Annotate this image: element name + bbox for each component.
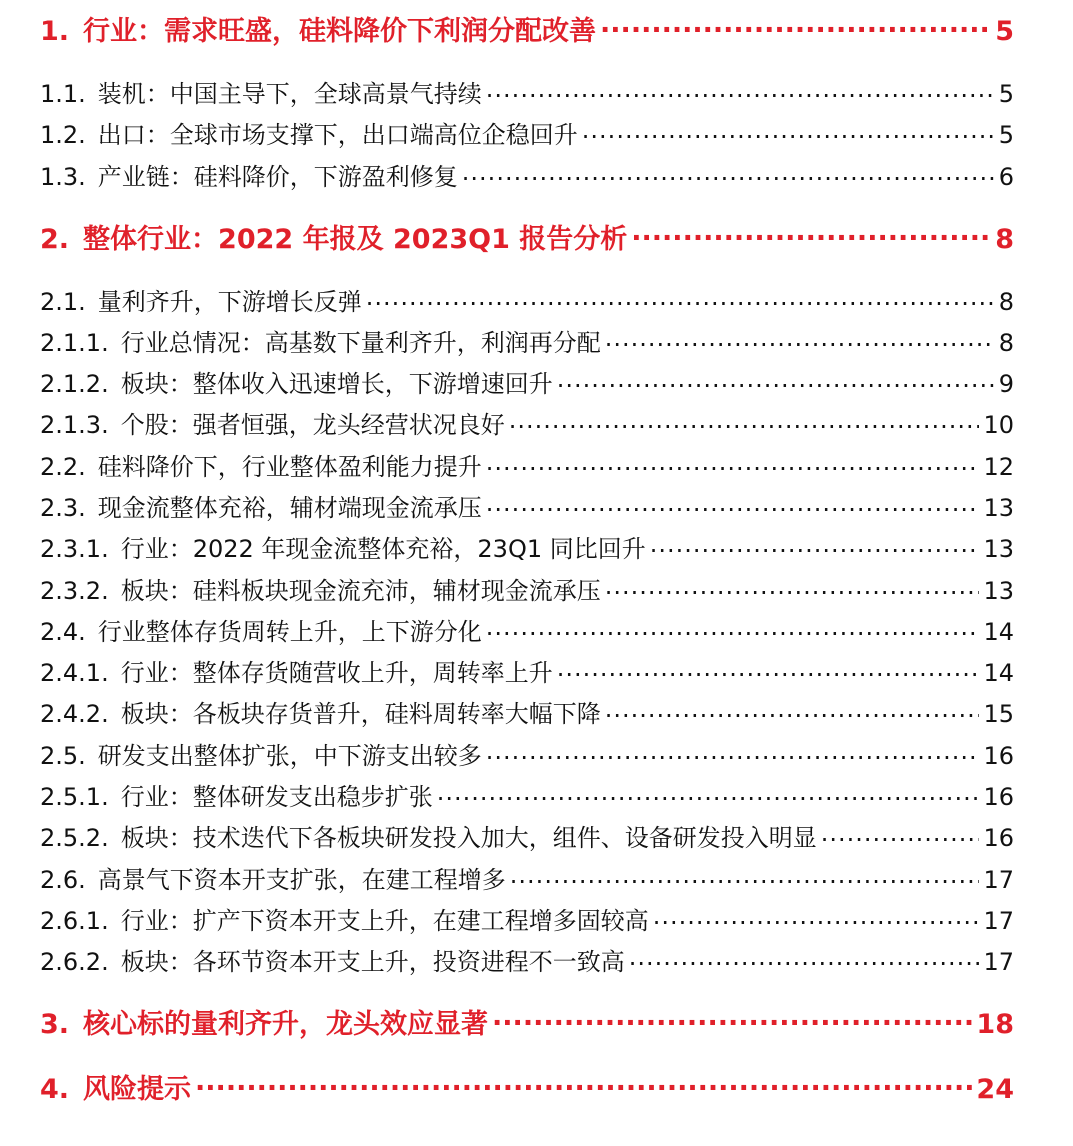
dot-leader	[492, 1006, 972, 1033]
dot-leader	[486, 78, 995, 102]
dot-leader	[650, 533, 980, 557]
toc-entry-title: 量利齐升，下游增长反弹	[97, 288, 362, 316]
toc-entry-title: 板块：硅料板块现金流充沛，辅材现金流承压	[120, 577, 601, 605]
toc-entry-title: 行业总情况：高基数下量利齐升，利润再分配	[120, 329, 601, 357]
toc-entry-page: 14	[983, 618, 1014, 646]
toc-entry-2-2[interactable]	[40, 450, 1014, 484]
toc-entry-page: 17	[983, 907, 1014, 935]
toc-entry-page: 8	[998, 288, 1014, 316]
toc-entry-2-5[interactable]	[40, 739, 1014, 773]
toc-entry-2-6-2[interactable]	[40, 945, 1014, 979]
toc-entry-2-4-2[interactable]	[40, 697, 1014, 731]
toc-entry-number: 2.	[40, 224, 70, 255]
toc-entry-2-1[interactable]	[40, 285, 1014, 319]
dot-leader	[653, 905, 980, 929]
toc-entry-number: 1.3.	[40, 163, 86, 191]
toc-entry-number: 2.6.	[40, 866, 86, 894]
toc-entry-title: 板块：技术迭代下各板块研发投入加大，组件、设备研发投入明显	[120, 824, 817, 852]
dot-leader	[486, 492, 980, 516]
toc-entry-page: 17	[983, 948, 1014, 976]
toc-entry-page: 16	[983, 824, 1014, 852]
toc-entry-title: 高景气下资本开支扩张，在建工程增多	[97, 866, 506, 894]
toc-entry-2-1-1[interactable]	[40, 326, 1014, 360]
toc-entry-title: 行业：扩产下资本开支上升，在建工程增多固较高	[120, 907, 649, 935]
toc-entry-2-5-1[interactable]	[40, 780, 1014, 814]
toc-entry-number: 2.5.2.	[40, 824, 109, 852]
toc-entry-1-1[interactable]	[40, 77, 1014, 111]
toc-entry-page: 5	[995, 16, 1014, 47]
toc-entry-2-4-1[interactable]	[40, 656, 1014, 690]
toc-entry-2-5-2[interactable]	[40, 821, 1014, 855]
toc-entry-title: 核心标的量利齐升，龙头效应显著	[83, 1009, 489, 1040]
toc-entry-number: 2.1.1.	[40, 329, 109, 357]
toc-entry-number: 2.3.	[40, 494, 86, 522]
toc-entry-title: 行业：2022 年现金流整体充裕，23Q1 同比回升	[120, 535, 646, 563]
toc-entry-title: 行业整体存货周转上升，上下游分化	[97, 618, 482, 646]
toc-entry-page: 10	[983, 411, 1014, 439]
toc-entry-title: 个股：强者恒强，龙头经营状况良好	[120, 411, 505, 439]
dot-leader	[631, 221, 991, 248]
dot-leader	[486, 616, 980, 640]
toc-entry-1-2[interactable]	[40, 118, 1014, 152]
toc-entry-page: 8	[995, 224, 1014, 255]
toc-entry-2[interactable]	[40, 220, 1014, 260]
toc-entry-number: 2.3.2.	[40, 577, 109, 605]
dot-leader	[509, 409, 980, 433]
toc-entry-1[interactable]	[40, 12, 1014, 52]
toc-entry-number: 2.5.	[40, 742, 86, 770]
toc-entry-page: 18	[976, 1009, 1014, 1040]
toc-entry-title: 板块：各板块存货普升，硅料周转率大幅下降	[120, 700, 601, 728]
toc-entry-page: 14	[983, 659, 1014, 687]
toc-entry-page: 24	[976, 1074, 1014, 1105]
dot-leader	[600, 13, 991, 40]
toc-entry-number: 2.5.1.	[40, 783, 109, 811]
toc-entry-number: 2.1.3.	[40, 411, 109, 439]
toc-entry-page: 9	[998, 370, 1014, 398]
toc-entry-number: 2.6.2.	[40, 948, 109, 976]
dot-leader	[582, 119, 995, 143]
dot-leader	[605, 575, 980, 599]
toc-entry-title: 行业：需求旺盛，硅料降价下利润分配改善	[83, 16, 597, 47]
toc-entry-4[interactable]	[40, 1070, 1014, 1110]
dot-leader	[195, 1071, 972, 1098]
toc-entry-page: 15	[983, 700, 1014, 728]
toc-entry-title: 装机：中国主导下，全球高景气持续	[97, 80, 482, 108]
toc-entry-number: 2.3.1.	[40, 535, 109, 563]
toc-entry-2-1-3[interactable]	[40, 408, 1014, 442]
toc-entry-2-1-2[interactable]	[40, 367, 1014, 401]
toc-entry-2-3[interactable]	[40, 491, 1014, 525]
toc-entry-page: 13	[983, 494, 1014, 522]
toc-entry-title: 板块：各环节资本开支上升，投资进程不一致高	[120, 948, 625, 976]
toc-entry-page: 16	[983, 742, 1014, 770]
toc-entry-2-4[interactable]	[40, 615, 1014, 649]
toc-entry-number: 4.	[40, 1074, 70, 1105]
toc-entry-title: 出口：全球市场支撑下，出口端高位企稳回升	[97, 121, 578, 149]
dot-leader	[557, 368, 995, 392]
toc-entry-page: 13	[983, 535, 1014, 563]
toc-entry-2-6[interactable]	[40, 863, 1014, 897]
dot-leader	[821, 822, 980, 846]
toc-entry-2-6-1[interactable]	[40, 904, 1014, 938]
dot-leader	[557, 657, 980, 681]
dot-leader	[629, 946, 980, 970]
toc-entry-page: 17	[983, 866, 1014, 894]
toc-entry-title: 行业：整体研发支出稳步扩张	[120, 783, 433, 811]
dot-leader	[366, 286, 995, 310]
dot-leader	[510, 864, 980, 888]
toc-entry-page: 12	[983, 453, 1014, 481]
dot-leader	[486, 740, 980, 764]
toc-entry-number: 2.4.2.	[40, 700, 109, 728]
toc-entry-page: 16	[983, 783, 1014, 811]
toc-entry-page: 13	[983, 577, 1014, 605]
toc-entry-title: 产业链：硅料降价，下游盈利修复	[97, 163, 458, 191]
dot-leader	[462, 161, 995, 185]
toc-entry-title: 现金流整体充裕，辅材端现金流承压	[97, 494, 482, 522]
dot-leader	[486, 451, 980, 475]
toc-entry-title: 硅料降价下，行业整体盈利能力提升	[97, 453, 482, 481]
toc-entry-2-3-1[interactable]	[40, 532, 1014, 566]
toc-entry-page: 5	[998, 121, 1014, 149]
toc-entry-number: 2.6.1.	[40, 907, 109, 935]
toc-entry-page: 5	[998, 80, 1014, 108]
toc-entry-number: 1.2.	[40, 121, 86, 149]
toc-entry-number: 3.	[40, 1009, 70, 1040]
dot-leader	[605, 327, 995, 351]
toc-entry-number: 2.2.	[40, 453, 86, 481]
dot-leader	[605, 698, 980, 722]
toc-entry-number: 1.	[40, 16, 70, 47]
toc-entry-number: 2.4.1.	[40, 659, 109, 687]
toc-entry-number: 1.1.	[40, 80, 86, 108]
toc-entry-2-3-2[interactable]	[40, 574, 1014, 608]
toc-entry-page: 8	[998, 329, 1014, 357]
dot-leader	[437, 781, 980, 805]
toc-entry-3[interactable]	[40, 1005, 1014, 1045]
toc-entry-title: 风险提示	[83, 1074, 192, 1105]
toc-entry-number: 2.4.	[40, 618, 86, 646]
toc-entry-title: 行业：整体存货随营收上升，周转率上升	[120, 659, 553, 687]
toc-entry-title: 研发支出整体扩张，中下游支出较多	[97, 742, 482, 770]
toc-entry-title: 整体行业：2022 年报及 2023Q1 报告分析	[83, 224, 628, 255]
toc-entry-title: 板块：整体收入迅速增长，下游增速回升	[120, 370, 553, 398]
toc-entry-page: 6	[998, 163, 1014, 191]
toc-entry-1-3[interactable]	[40, 160, 1014, 194]
toc-entry-number: 2.1.2.	[40, 370, 109, 398]
toc-entry-number: 2.1.	[40, 288, 86, 316]
